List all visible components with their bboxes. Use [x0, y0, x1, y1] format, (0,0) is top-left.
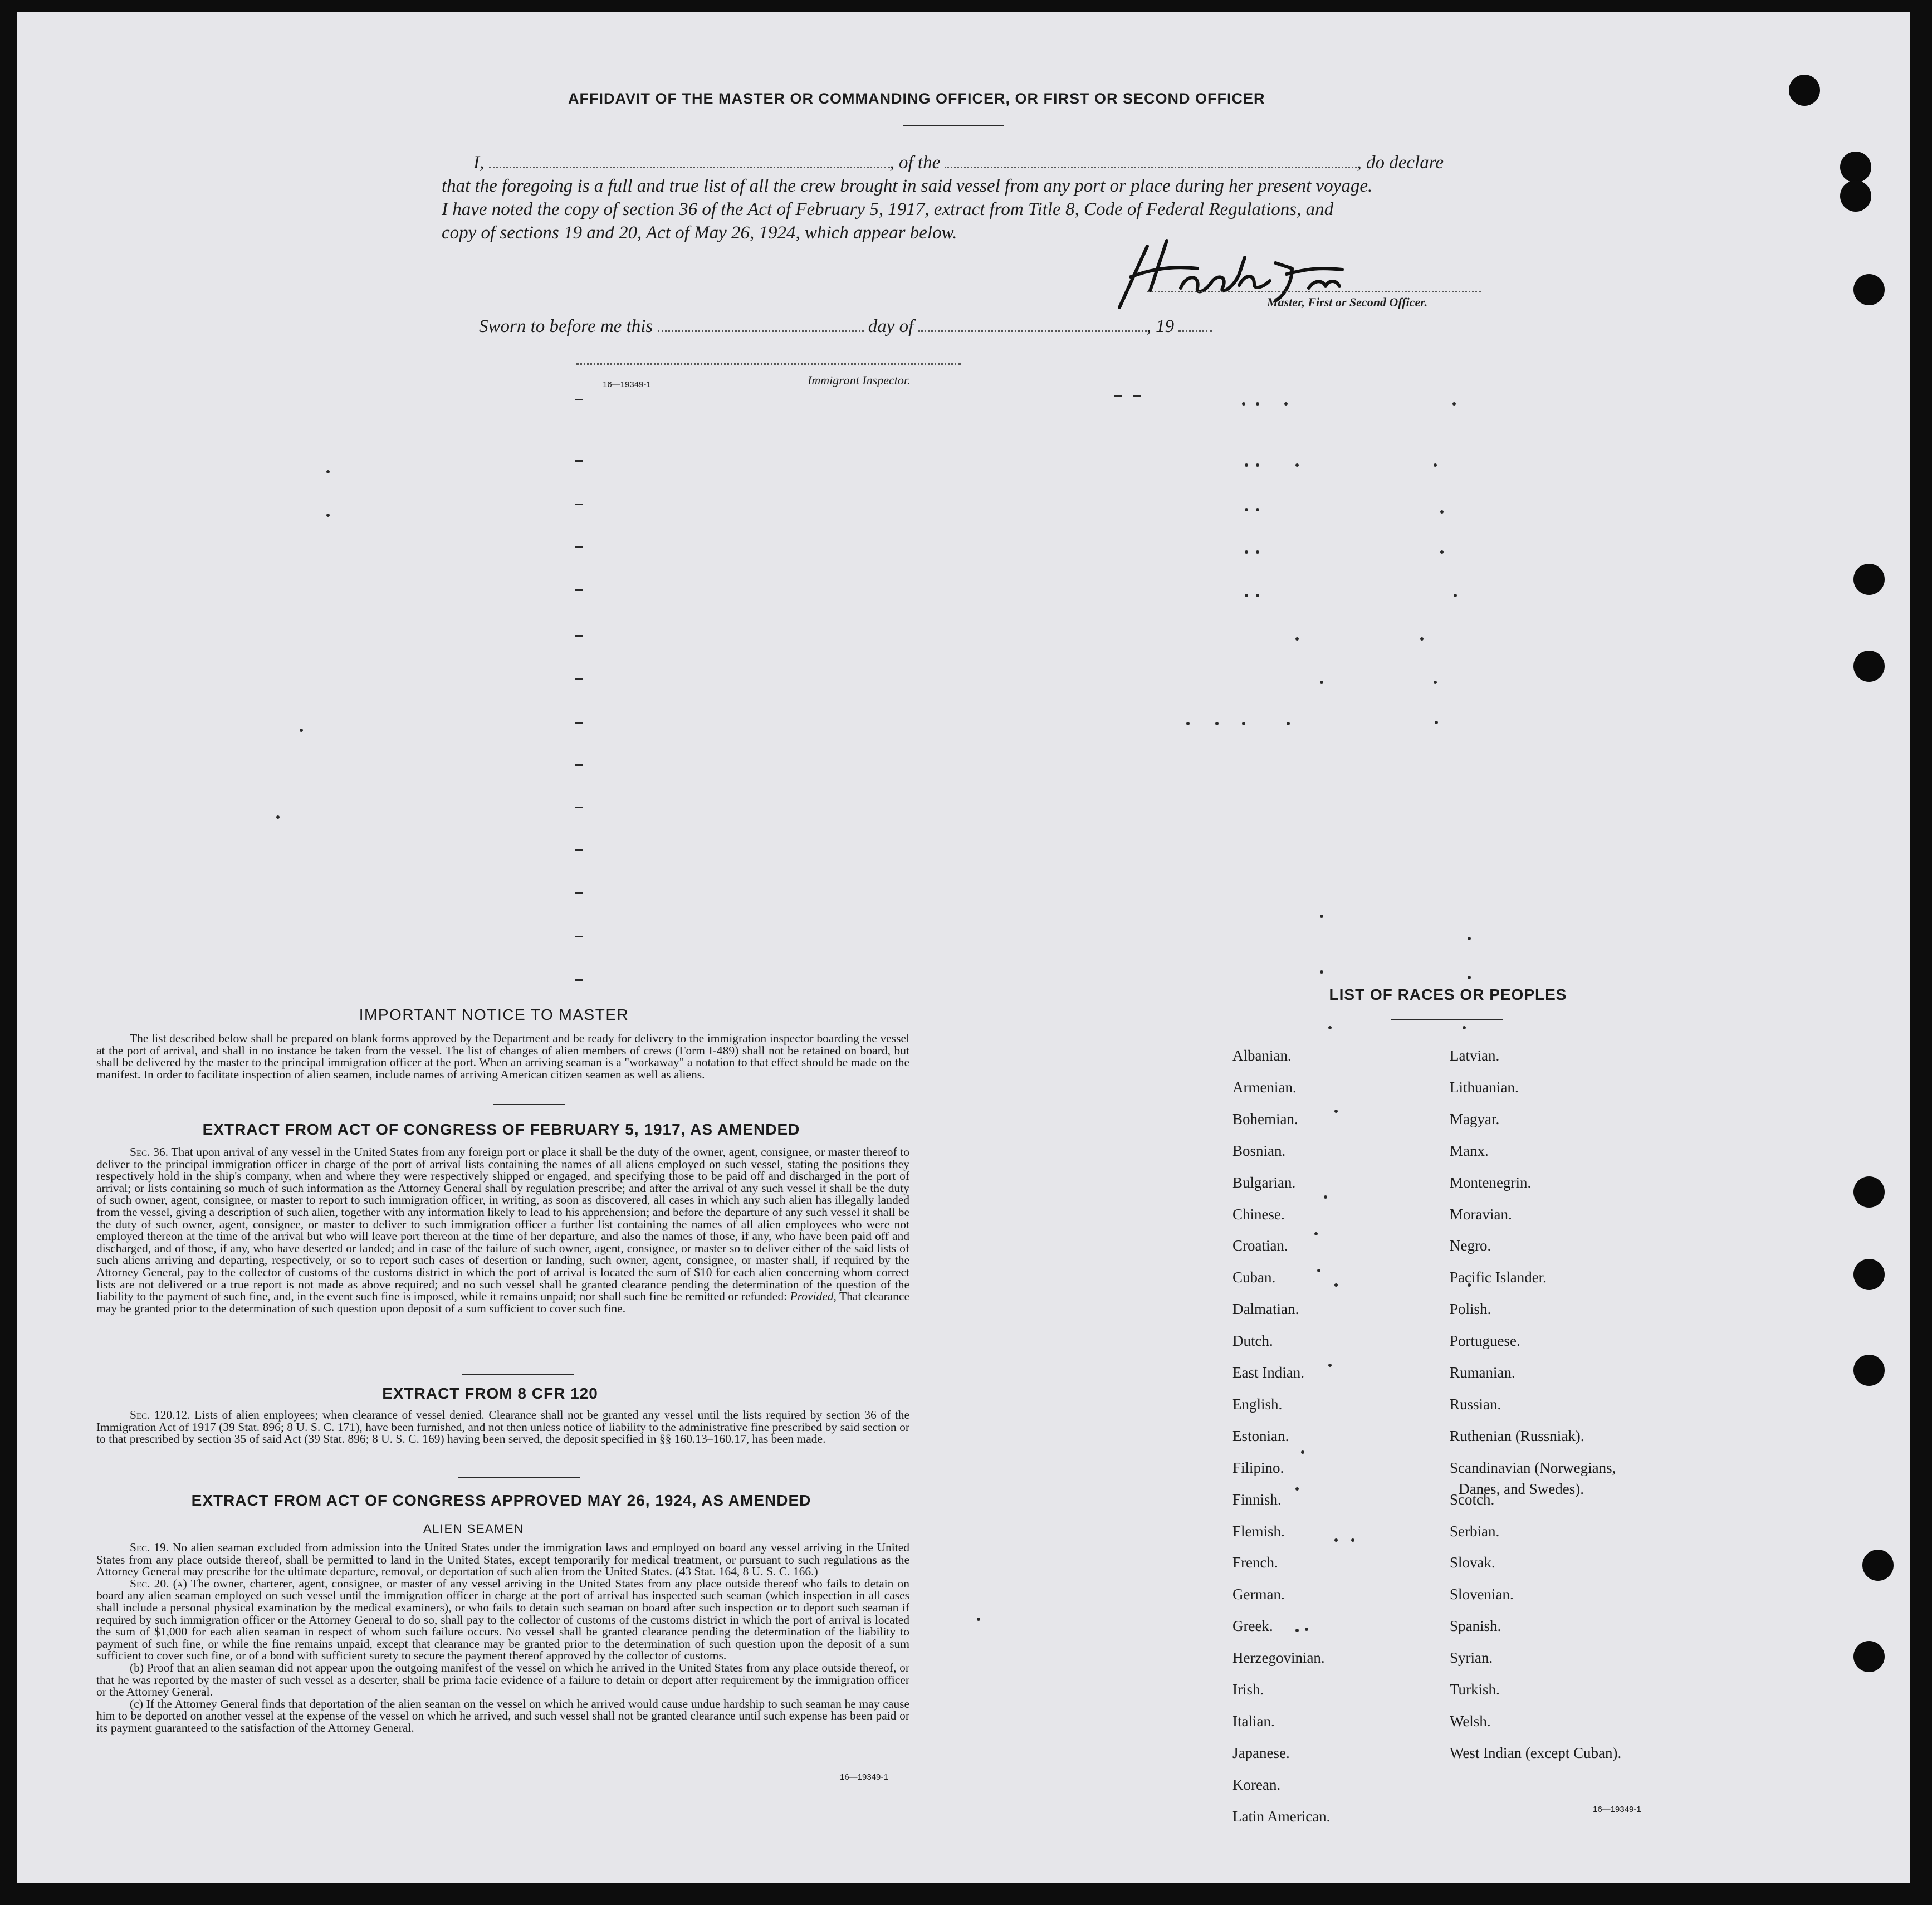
title-underline	[903, 125, 1004, 126]
bleed-dot	[1245, 550, 1248, 554]
affidavit-line-1	[473, 153, 1444, 173]
bleed-dot	[1320, 970, 1323, 974]
bleed-dot	[1320, 915, 1323, 918]
bleed-dot	[1301, 1450, 1304, 1454]
bleed-dash	[575, 722, 583, 724]
race-item: Japanese.	[1232, 1744, 1290, 1761]
race-item: Estonian.	[1232, 1427, 1289, 1444]
race-item: Polish.	[1450, 1301, 1491, 1318]
bleed-dot	[1328, 1026, 1332, 1029]
alien-seamen-subtitle: ALIEN SEAMEN	[423, 1522, 524, 1536]
bleed-dash	[575, 807, 583, 808]
bleed-dot	[1334, 1283, 1338, 1287]
sec-19-label: Sec. 19.	[130, 1541, 169, 1554]
bleed-dot	[1440, 510, 1444, 514]
day-of-label: day of	[868, 316, 914, 336]
do-declare-label: , do declare	[1357, 153, 1444, 173]
bleed-dot	[1420, 637, 1424, 641]
bleed-dot	[1334, 1538, 1338, 1542]
bleed-dot	[1256, 402, 1259, 406]
i-label: I,	[473, 153, 485, 173]
bleed-dot	[1435, 721, 1438, 724]
race-item: Moravian.	[1450, 1205, 1512, 1223]
bleed-dash	[575, 546, 583, 548]
signature-line	[1147, 291, 1481, 292]
sec-19-text: No alien seaman excluded from admission into the United States under the immigration laws and employed on board any vessel arriving in the United States from any place outside thereof, shall be permitted to land in the United States, except temporarily for medical treatment, or pursuant to such regulations as the Attorney General may prescribe for the ultimate departure, removal, or deportation of such alien from the United States. (43 Stat. 164, 8 U. S. C. 166.)	[96, 1541, 909, 1579]
race-item: Scotch.	[1450, 1491, 1495, 1508]
bleed-dash	[575, 504, 583, 505]
affidavit-line-3: I have noted the copy of section 36 of the Act of February 5, 1917, extract from Title 8, Code of Federal Regulations, and	[442, 199, 1334, 219]
vessel-blank[interactable]	[945, 167, 1357, 168]
punch-hole	[1853, 651, 1885, 682]
sec-36-text: That upon arrival of any vessel in the United States from any foreign port or place it shall be the duty of the owner, agent, consignee, or master thereof to deliver to the principal immigration officer in charge of the port of arrival lists containing the names of all aliens employed on such vessel, stating the positions they respectively hold in the ship's company, when and where they were respectively shipped or engaged, and specifying those to be paid off and discharged in the port of arrival; or lists containing so much of such information as the Attorney General shall by regulation prescribe; and after the arrival of any such vessel it shall be the duty of such owner, agent, consignee, or master to report to such immigration officer, in writing, as soon as discovered, all cases in which any such alien has illegally landed from the vessel, giving a description of such alien, together with any information likely to lead to his apprehension; and before the departure of any such vessel it shall be the duty of such owner, agent, consignee, or master to deliver to such immigration officer a further list containing the names of all alien employees who were not employed thereon at the time of the arrival but who will leave port thereon at the time of her departure, and also the names of those, if any, who have been paid off and discharged, and of those, if any, who have deserted or landed; and in case of the failure of such owner, agent, consignee, or master so to deliver either of the said lists of such aliens arriving and departing, respectively, or so to report such cases of desertion or landing, such owner, agent, consignee, or master shall, if required by the Attorney General, pay to the collector of customs of the customs district in which the port of arrival is located the sum of $10 for each alien concerning whom correct lists are not delivered or a true report is not made as above required; and no such vessel shall be granted clearance pending the determination of the question of the liability to the payment of such fine, and, in the event such fine is imposed, while it remains unpaid; nor shall such fine be remitted or refunded:	[96, 1145, 910, 1303]
race-item: Herzegovinian.	[1232, 1649, 1325, 1667]
race-item: Portuguese.	[1450, 1332, 1520, 1350]
bleed-dot	[1328, 1364, 1332, 1367]
bleed-dot	[1317, 1269, 1320, 1272]
punch-hole	[1862, 1550, 1894, 1581]
cfr-title: EXTRACT FROM 8 CFR 120	[382, 1385, 598, 1402]
race-item: East Indian.	[1232, 1364, 1304, 1381]
extract-1917-rule	[462, 1374, 574, 1375]
race-item: Latin American.	[1232, 1808, 1331, 1825]
bleed-dash	[575, 589, 583, 591]
bleed-dot	[1314, 1232, 1318, 1235]
race-item: Dalmatian.	[1232, 1301, 1299, 1318]
sec-36-label: Sec. 36.	[130, 1145, 169, 1159]
race-item: Danes, and Swedes).	[1459, 1480, 1584, 1497]
race-item: Russian.	[1450, 1395, 1501, 1413]
punch-hole	[1840, 180, 1871, 212]
bleed-dot	[1295, 463, 1299, 467]
signer-caption: Master, First or Second Officer.	[1267, 295, 1428, 309]
bleed-dot	[1215, 722, 1219, 725]
year-label: , 19	[1146, 316, 1175, 336]
bleed-dot	[1186, 722, 1190, 725]
race-item: Magyar.	[1450, 1110, 1500, 1127]
races-title: LIST OF RACES OR PEOPLES	[1329, 986, 1567, 1003]
sec-20-label: Sec. 20. (a)	[130, 1576, 187, 1590]
bleed-dash	[575, 678, 583, 680]
bleed-dot	[1320, 681, 1323, 684]
sworn-line	[479, 316, 1212, 337]
race-item: Negro.	[1450, 1237, 1491, 1254]
extract-1917-body	[96, 1146, 909, 1315]
provided-label: Provided,	[790, 1289, 837, 1303]
punch-hole	[1853, 1259, 1885, 1290]
bleed-dot	[1324, 1195, 1327, 1199]
cfr-body	[96, 1409, 909, 1445]
race-item: Syrian.	[1450, 1649, 1493, 1667]
bleed-dot	[1256, 463, 1259, 467]
race-item: Armenian.	[1232, 1078, 1297, 1096]
bleed-dash	[575, 460, 583, 462]
race-item: Irish.	[1232, 1681, 1264, 1698]
extract-1917-title: EXTRACT FROM ACT OF CONGRESS OF FEBRUARY 5, 1917, AS AMENDED	[202, 1121, 800, 1138]
notice-rule	[493, 1104, 565, 1105]
manifest-page	[17, 12, 1910, 1883]
bleed-dot	[1440, 550, 1444, 554]
bleed-dot	[1351, 1538, 1354, 1542]
inspector-caption: Immigrant Inspector.	[808, 373, 911, 387]
sec-20a-paragraph	[96, 1578, 909, 1662]
punch-hole	[1840, 152, 1871, 183]
race-item: Pacific Islander.	[1450, 1269, 1547, 1286]
bleed-dot	[326, 514, 330, 517]
race-item: Spanish.	[1450, 1618, 1501, 1635]
extract-1924-body	[96, 1542, 909, 1735]
race-item: Chinese.	[1232, 1205, 1285, 1223]
race-item: Croatian.	[1232, 1237, 1288, 1254]
bleed-dash	[1114, 395, 1122, 397]
sec-120-label: Sec. 120.12.	[130, 1408, 190, 1422]
bleed-dot	[1334, 1110, 1338, 1113]
of-the-label: , of the	[889, 153, 941, 173]
bleed-dash	[575, 936, 583, 937]
bleed-dot	[1245, 508, 1248, 511]
bleed-dot	[1305, 1628, 1308, 1631]
bleed-dash	[575, 849, 583, 851]
race-item: Korean.	[1232, 1776, 1281, 1793]
bleed-dash	[575, 892, 583, 894]
name-blank[interactable]	[489, 167, 890, 168]
bleed-dot	[1434, 681, 1437, 684]
bleed-dot	[1463, 1026, 1466, 1029]
bleed-dot	[977, 1618, 980, 1621]
race-item: Bohemian.	[1232, 1110, 1298, 1127]
bleed-dash	[575, 979, 583, 981]
bleed-dot	[1295, 637, 1299, 641]
sec-20a-text: The owner, charterer, agent, consignee, or master of any vessel arriving in the United States from any place outside thereof who fails to detain on board any alien seaman employed on such vessel until the immigration officer in charge at the port of arrival has inspected such seaman (which inspection in all cases shall include a personal physical examination by the medical examiners), or who fails to detain such seaman on board after such inspection or to deport such seaman if required by such immigration officer or the Attorney General to do so, shall pay to the collector of customs of the customs district in which the port of arrival is located the sum of $1,000 for each alien seaman in respect of whom such failure occurs. No vessel shall be granted clearance pending the determination of the liability to payment of such fine, or while the fine remains unpaid, except that clearance may be granted prior to the determination of such question upon the deposit of a sum sufficient to cover such fine, or of a bond with sufficient surety to secure the payment thereof approved by the collector of customs.	[96, 1576, 909, 1663]
extract-form-number: 16—19349-1	[840, 1772, 888, 1782]
affidavit-line-4: copy of sections 19 and 20, Act of May 26, 1924, which appear below.	[442, 223, 957, 243]
bleed-dot	[300, 729, 303, 732]
bleed-dot	[1242, 402, 1245, 406]
race-item: Finnish.	[1232, 1491, 1282, 1508]
race-item: Dutch.	[1232, 1332, 1273, 1350]
race-item: Lithuanian.	[1450, 1078, 1519, 1096]
race-item: Rumanian.	[1450, 1364, 1515, 1381]
bleed-dash	[1133, 395, 1141, 397]
bleed-dash	[575, 399, 583, 400]
race-item: Slovak.	[1450, 1554, 1495, 1571]
notice-body: The list described below shall be prepared on blank forms approved by the Department and be ready for delivery to the immigration inspector boarding the vessel at the port of arrival, and shall in no instance be taken from the vessel. The list of changes of alien members of crews (Form I-489) shall not be retained on board, but shall be delivered by the master to the principal immigration officer at the port. When an arriving seaman is a "workaway" a notation to that effect should be made on the manifest. In order to facilitate inspection of alien seamen, include names of arriving American citizen seamen as well as aliens.	[96, 1032, 909, 1081]
bleed-dot	[1256, 508, 1259, 511]
sec-19-paragraph	[96, 1542, 909, 1578]
race-item: Bosnian.	[1232, 1142, 1286, 1159]
extract-1924-title: EXTRACT FROM ACT OF CONGRESS APPROVED MAY 26, 1924, AS AMENDED	[191, 1492, 811, 1509]
punch-hole	[1853, 1355, 1885, 1386]
punch-hole	[1853, 1641, 1885, 1672]
race-item: Flemish.	[1232, 1522, 1285, 1540]
bleed-dot	[276, 815, 280, 819]
race-item: Serbian.	[1450, 1522, 1500, 1540]
bleed-dot	[1468, 976, 1471, 979]
bleed-dot	[1295, 1629, 1299, 1632]
race-item: West Indian (except Cuban).	[1450, 1744, 1622, 1761]
affidavit-form-number: 16—19349-1	[603, 380, 651, 389]
bleed-dot	[1468, 937, 1471, 940]
punch-hole	[1853, 1176, 1885, 1208]
sec-20b-paragraph: (b) Proof that an alien seaman did not appear upon the outgoing manifest of the vessel on which he arrived in the United States from any place outside thereof, or that he was reported by the master of such vessel as a deserter, shall be prima facie evidence of a failure to detain or deport after requirement by the immigration officer or the Attorney General.	[96, 1660, 909, 1699]
bleed-dot	[1284, 402, 1288, 406]
sec-120-text: Lists of alien employees; when clearance of vessel denied. Clearance shall not be granted any vessel until the lists required by section 36 of the Immigration Act of 1917 (39 Stat. 896; 8 U. S. C. 171), have been furnished, and not then unless notice of liability to the administrative fine prescribed by said section or to that prescribed by section 35 of said Act (39 Stat. 896; 8 U. S. C. 169) having been served, the deposit specified in §§ 160.13–160.17, has been made.	[96, 1408, 910, 1446]
bleed-dot	[1295, 1487, 1299, 1491]
bleed-dot	[1256, 550, 1259, 554]
races-form-number: 16—19349-1	[1593, 1805, 1641, 1814]
race-item: Scandinavian (Norwegians,	[1450, 1459, 1616, 1476]
race-item: Albanian.	[1232, 1047, 1292, 1064]
race-item: Filipino.	[1232, 1459, 1284, 1476]
affidavit-line-2: that the foregoing is a full and true list of all the crew brought in said vessel from any port or place during her present voyage.	[442, 176, 1373, 196]
race-item: Cuban.	[1232, 1269, 1276, 1286]
races-underline	[1391, 1019, 1503, 1020]
race-item: Manx.	[1450, 1142, 1489, 1159]
year-blank[interactable]	[1178, 330, 1212, 332]
punch-hole	[1789, 75, 1820, 106]
race-item: Latvian.	[1450, 1047, 1500, 1064]
bleed-dot	[1452, 402, 1456, 406]
bleed-dot	[1242, 722, 1245, 725]
race-item: Slovenian.	[1450, 1586, 1514, 1603]
race-item: Ruthenian (Russniak).	[1450, 1427, 1584, 1444]
sworn-label: Sworn to before me this	[479, 316, 653, 336]
month-blank[interactable]	[918, 330, 1147, 332]
bleed-dot	[1454, 594, 1457, 597]
race-item: English.	[1232, 1395, 1283, 1413]
punch-hole	[1853, 274, 1885, 305]
sec-20c-paragraph: (c) If the Attorney General finds that deportation of the alien seaman on the vessel on which he arrived would cause undue hardship to such seaman he may cause him to be deported on another vessel at the expense of the vessel on which he arrived, and such vessel shall not be granted clearance until such expense has been paid or its payment guaranteed to the satisfaction of the Attorney General.	[96, 1697, 909, 1735]
race-item: German.	[1232, 1586, 1285, 1603]
race-item: Montenegrin.	[1450, 1174, 1532, 1191]
inspector-line	[576, 363, 961, 365]
race-item: Italian.	[1232, 1712, 1275, 1730]
bleed-dot	[1287, 722, 1290, 725]
bleed-dot	[1245, 463, 1248, 467]
race-item: Greek.	[1232, 1618, 1273, 1635]
bleed-dash	[575, 764, 583, 766]
notice-title: IMPORTANT NOTICE TO MASTER	[359, 1006, 629, 1023]
race-item: Bulgarian.	[1232, 1174, 1296, 1191]
bleed-dot	[1245, 594, 1248, 597]
race-item: Turkish.	[1450, 1681, 1500, 1698]
sec-36-text-end: That clearance may be granted prior to the determination of such question upon deposit of a sum sufficient to cover such fine.	[96, 1289, 909, 1315]
bleed-dot	[326, 470, 330, 473]
cfr-rule	[458, 1477, 580, 1478]
punch-hole	[1853, 564, 1885, 595]
bleed-dash	[575, 635, 583, 637]
day-blank[interactable]	[658, 330, 864, 332]
bleed-dot	[1434, 463, 1437, 467]
race-item: Welsh.	[1450, 1712, 1491, 1730]
race-item: French.	[1232, 1554, 1278, 1571]
bleed-dot	[1256, 594, 1259, 597]
affidavit-title: AFFIDAVIT OF THE MASTER OR COMMANDING OFFICER, OR FIRST OR SECOND OFFICER	[568, 90, 1265, 107]
